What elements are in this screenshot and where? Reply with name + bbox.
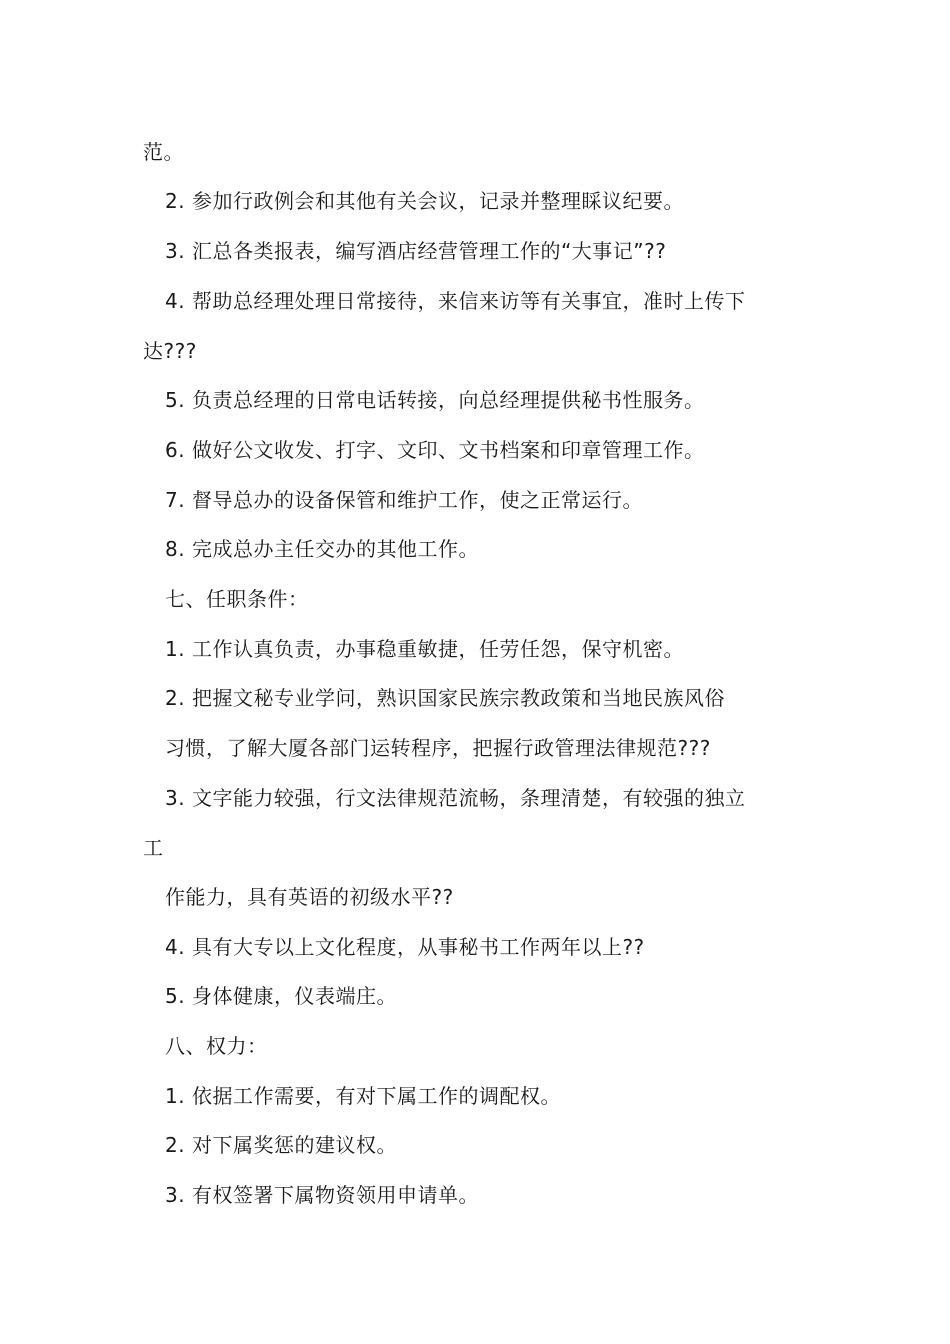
text-line: 2. 对下属奖惩的建议权。 — [165, 1133, 397, 1157]
text-line: 习惯，了解大厦各部门运转程序，把握行政管理法律规范??? — [165, 736, 711, 760]
text-line: 5. 负责总经理的日常电话转接，向总经理提供秘书性服务。 — [165, 388, 705, 412]
text-line: 3. 文字能力较强，行文法律规范流畅，条理清楚，有较强的独立 — [165, 786, 746, 810]
text-line: 4. 帮助总经理处理日常接待，来信来访等有关事宜，准时上传下 — [165, 289, 746, 313]
section-heading: 七、任职条件： — [165, 587, 309, 611]
text-line: 2. 把握文秘专业学问，熟识国家民族宗教政策和当地民族风俗 — [165, 686, 725, 710]
text-line: 7. 督导总办的设备保管和维护工作，使之正常运行。 — [165, 488, 643, 512]
text-line: 2. 参加行政例会和其他有关会议，记录并整理睬议纪要。 — [165, 189, 684, 213]
text-line: 6. 做好公文收发、打字、文印、文书档案和印章管理工作。 — [165, 438, 705, 462]
text-line: 1. 工作认真负责，办事稳重敏捷，任劳任怨，保守机密。 — [165, 637, 684, 661]
text-line: 8. 完成总办主任交办的其他工作。 — [165, 537, 479, 561]
text-line: 作能力，具有英语的初级水平?? — [165, 885, 454, 909]
text-line: 1. 依据工作需要，有对下属工作的调配权。 — [165, 1084, 561, 1108]
text-line: 工 — [143, 836, 164, 860]
text-line: 4. 具有大专以上文化程度，从事秘书工作两年以上?? — [165, 935, 645, 959]
text-line: 5. 身体健康，仪表端庄。 — [165, 984, 397, 1008]
text-line: 3. 有权签署下属物资领用申请单。 — [165, 1183, 479, 1207]
text-line: 范。 — [143, 140, 184, 164]
text-line: 达??? — [143, 339, 197, 363]
text-line: 3. 汇总各类报表，编写酒店经营管理工作的“大事记”?? — [165, 239, 667, 263]
section-heading: 八、权力： — [165, 1034, 268, 1058]
